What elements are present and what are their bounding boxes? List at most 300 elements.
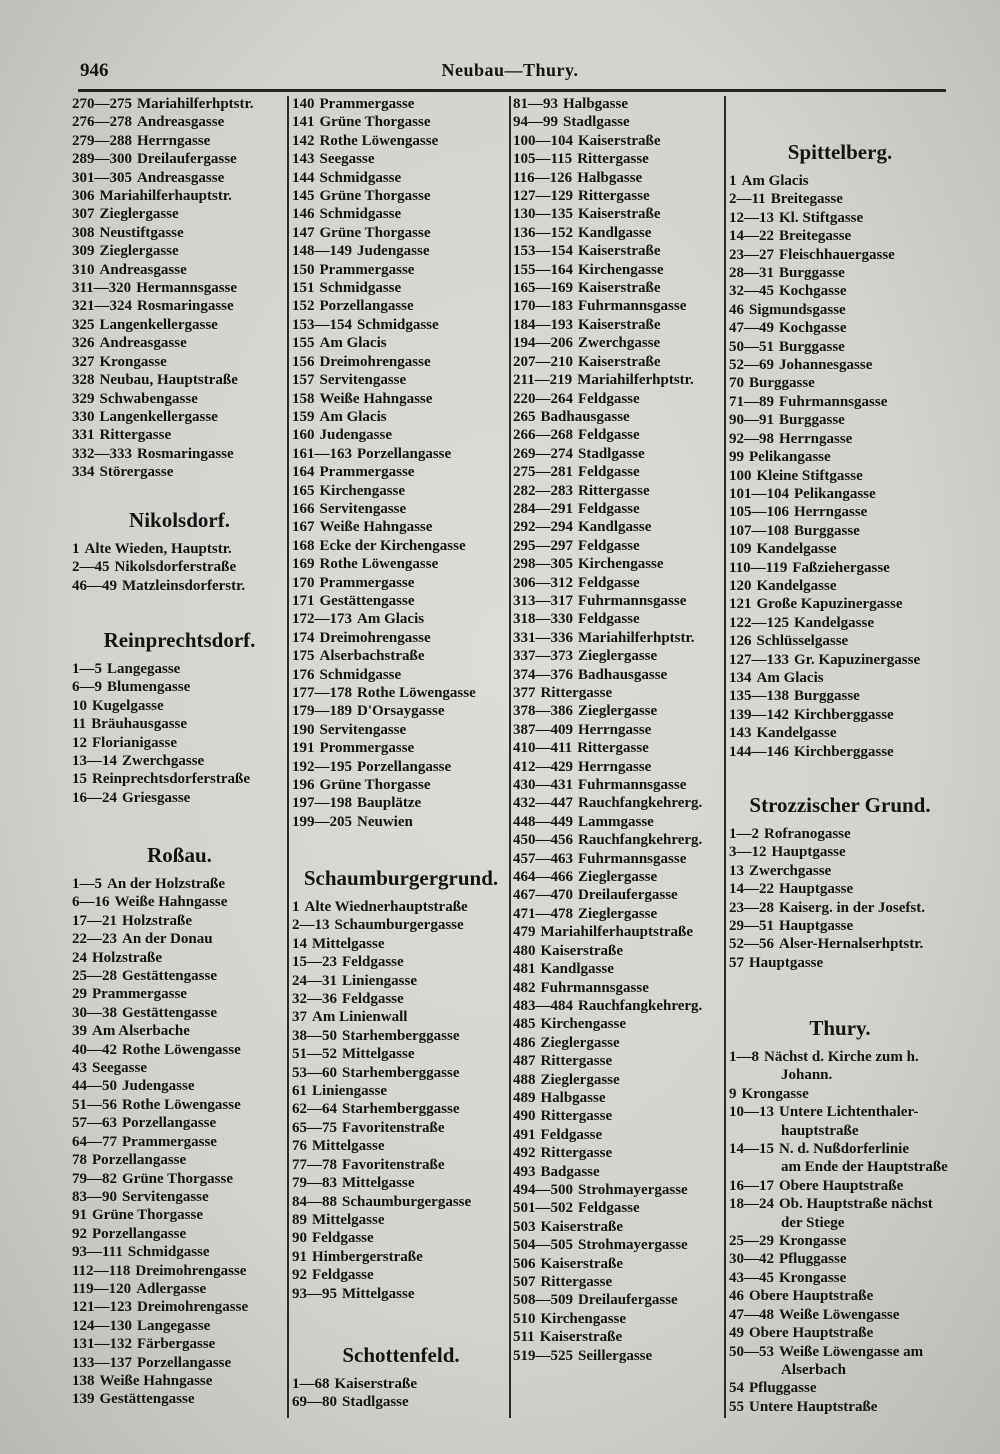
street-name: Faßziehergasse — [792, 559, 890, 576]
street-name: Dreimohrengasse — [135, 1262, 247, 1279]
index-entry — [729, 467, 951, 485]
district-section — [72, 835, 287, 1409]
house-numbers: 486 — [513, 1034, 536, 1051]
index-entry — [513, 831, 725, 849]
index-entry — [513, 1163, 725, 1181]
house-numbers: 165—169 — [513, 280, 573, 297]
index-entry — [513, 886, 725, 904]
street-name: Gestättengasse — [319, 592, 415, 609]
house-numbers: 122—125 — [729, 614, 789, 631]
house-numbers: 175 — [292, 648, 315, 665]
district-section — [72, 95, 287, 482]
street-name: Kaiserstraße — [334, 1376, 417, 1392]
index-entry — [292, 898, 510, 916]
index-entry — [72, 187, 287, 205]
street-name: Schmidgasse — [357, 316, 439, 333]
street-name: Starhemberggasse — [342, 1101, 460, 1118]
street-name-continuation: am Ende der Hauptstraße — [781, 1159, 948, 1176]
index-entry — [729, 209, 951, 227]
street-name: Grüne Thorgasse — [319, 777, 431, 794]
street-name: Krongasse — [779, 1269, 847, 1286]
street-name: Pelikangasse — [749, 449, 831, 466]
street-name: Grüne Thorgasse — [319, 224, 431, 241]
house-numbers: 52—69 — [729, 357, 774, 374]
street-name: Blumengasse — [107, 679, 191, 696]
street-name: Weiße Löwengasse am — [779, 1343, 924, 1360]
house-numbers: 38—50 — [292, 1027, 337, 1044]
street-name: Zwerchgasse — [122, 753, 205, 770]
index-entry — [729, 356, 951, 374]
index-entry — [72, 463, 287, 481]
house-numbers: 308 — [72, 224, 95, 241]
house-numbers: 481 — [513, 961, 536, 978]
house-numbers: 100 — [729, 467, 752, 484]
house-numbers: 139—142 — [729, 706, 789, 723]
house-numbers: 331 — [72, 427, 95, 444]
street-name: Kaiserstraße — [578, 243, 661, 260]
house-numbers: 105—106 — [729, 504, 789, 521]
index-entry — [292, 935, 510, 953]
street-name: Schlüsselgasse — [756, 633, 849, 650]
street-name: Gestättengasse — [122, 1004, 217, 1021]
house-numbers: 53—60 — [292, 1064, 337, 1081]
index-entry — [292, 739, 510, 757]
street-name: Kandlgasse — [540, 961, 614, 978]
house-numbers: 265 — [513, 408, 536, 425]
house-numbers: 275—281 — [513, 464, 573, 481]
street-name: Andreasgasse — [137, 114, 225, 131]
index-entry — [72, 734, 287, 752]
index-entry — [292, 279, 510, 297]
house-numbers: 177—178 — [292, 685, 352, 701]
street-name: Alte Wieden, Hauptstr. — [84, 541, 232, 557]
house-numbers: 160 — [292, 427, 315, 444]
street-name: Reinprechtsdorferstraße — [92, 771, 251, 788]
street-name: Porzellangasse — [357, 445, 452, 462]
street-name: Zieglergasse — [578, 905, 658, 922]
house-numbers: 32—36 — [292, 991, 337, 1008]
index-entry — [729, 485, 951, 503]
index-entry — [292, 426, 510, 444]
index-entry — [72, 261, 287, 279]
house-numbers: 110—119 — [729, 559, 788, 576]
street-name: Fuhrmannsgasse — [578, 850, 687, 867]
street-name: Weiße Hahngasse — [114, 894, 228, 911]
house-numbers: 127—129 — [513, 188, 573, 205]
index-entry — [729, 595, 951, 613]
index-entry — [292, 1008, 510, 1026]
house-numbers: 489 — [513, 1089, 536, 1106]
street-name: Kirchengasse — [578, 261, 664, 278]
street-name: Kandelgasse — [794, 614, 875, 631]
index-entry — [292, 953, 510, 971]
index-entry — [513, 979, 725, 997]
index-entry — [72, 1188, 287, 1206]
index-entry — [292, 371, 510, 389]
house-numbers: 295—297 — [513, 537, 573, 554]
street-name: Obere Hauptstraße — [749, 1325, 874, 1342]
house-numbers: 12 — [72, 734, 87, 751]
street-name: Rothe Löwengasse — [122, 1041, 241, 1058]
house-numbers: 289—300 — [72, 151, 132, 168]
street-name-continuation: der Stiege — [781, 1214, 845, 1231]
index-entry — [292, 1064, 510, 1082]
house-numbers: 337—373 — [513, 648, 573, 665]
index-entry — [292, 482, 510, 500]
index-entry — [513, 390, 725, 408]
house-numbers: 292—294 — [513, 519, 573, 536]
index-entry — [72, 1372, 287, 1390]
street-name: Schmidgasse — [319, 206, 402, 223]
index-entry — [72, 297, 287, 315]
index-entry — [513, 721, 725, 739]
house-numbers: 331—336 — [513, 629, 573, 646]
house-numbers: 91 — [72, 1207, 87, 1224]
house-numbers: 2—13 — [292, 917, 330, 934]
street-name: Servitengasse — [319, 372, 407, 389]
index-entry — [72, 371, 287, 389]
index-entry — [292, 261, 510, 279]
index-entry — [72, 789, 287, 807]
index-entry — [513, 169, 725, 187]
house-numbers: 91 — [292, 1248, 307, 1265]
index-entry — [292, 518, 510, 536]
street-name: Ob. Hauptstraße nächst — [779, 1196, 933, 1213]
street-name: Alserbachstraße — [319, 648, 425, 665]
house-numbers: 107—108 — [729, 522, 789, 539]
street-name: An der Donau — [122, 931, 213, 948]
house-numbers: 490 — [513, 1108, 536, 1125]
index-entry — [72, 426, 287, 444]
street-name: Neuwien — [357, 813, 413, 830]
index-entry — [72, 985, 287, 1003]
street-name: Kaiserstraße — [540, 1218, 623, 1235]
index-entry — [513, 1071, 725, 1089]
street-name: Hauptgasse — [749, 954, 824, 971]
street-name: Liniengasse — [312, 1083, 388, 1100]
street-name: Seillergasse — [578, 1347, 653, 1364]
house-numbers: 143 — [729, 725, 752, 742]
house-numbers: 493 — [513, 1163, 536, 1180]
index-entry — [292, 702, 510, 720]
house-numbers: 306—312 — [513, 574, 573, 591]
street-name: Kaiserstraße — [539, 1329, 623, 1346]
index-entry — [292, 1193, 510, 1211]
house-numbers: 24 — [72, 949, 87, 966]
house-numbers: 374—376 — [513, 666, 573, 683]
index-entry — [72, 715, 287, 733]
index-entry — [513, 629, 725, 647]
district-heading: Schottenfeld. — [342, 1343, 460, 1367]
index-entry — [513, 113, 725, 131]
street-name: Kochgasse — [779, 320, 847, 337]
street-name: Badgasse — [540, 1163, 600, 1180]
street-name: Obere Hauptstraße — [749, 1288, 874, 1305]
house-numbers: 199—205 — [292, 813, 352, 830]
index-entry — [729, 1232, 951, 1250]
street-name: Obere Hauptstraße — [779, 1177, 904, 1194]
house-numbers: 24—31 — [292, 972, 337, 989]
house-numbers: 485 — [513, 1016, 536, 1033]
street-name: Rauchfangkehrerg. — [578, 832, 703, 849]
street-name: Kaiserstraße — [578, 353, 661, 370]
index-entry — [729, 880, 951, 898]
street-name: Rittergasse — [540, 1108, 613, 1125]
district-section — [72, 500, 287, 595]
house-numbers: 43 — [72, 1060, 87, 1077]
house-numbers: 71—89 — [729, 393, 774, 410]
house-numbers: 1—8 — [729, 1049, 759, 1065]
index-entry — [72, 558, 287, 576]
house-numbers: 47—49 — [729, 320, 774, 337]
house-numbers: 37 — [292, 1009, 307, 1026]
house-numbers: 83—90 — [72, 1188, 117, 1205]
street-name: Dreimohrengasse — [319, 353, 431, 370]
index-entry — [72, 752, 287, 770]
street-name: Badhausgasse — [578, 666, 668, 683]
house-numbers: 194—206 — [513, 335, 573, 352]
street-name: Mariahilferhptstr. — [137, 96, 254, 112]
house-numbers: 1 — [292, 899, 300, 915]
street-name: Strohmayergasse — [578, 1237, 688, 1254]
index-entry — [72, 875, 287, 893]
street-name: Starhemberggasse — [342, 1027, 460, 1044]
house-numbers: 471—478 — [513, 905, 573, 922]
index-entry — [72, 1022, 287, 1040]
house-numbers: 16—17 — [729, 1177, 774, 1194]
house-numbers: 14—15 — [729, 1141, 774, 1158]
house-numbers: 156 — [292, 353, 315, 370]
house-numbers: 29—51 — [729, 918, 774, 935]
index-entry — [729, 614, 951, 632]
house-numbers: 43—45 — [729, 1269, 774, 1286]
street-name: Lammgasse — [578, 813, 654, 830]
street-name: Feldgasse — [578, 574, 640, 591]
index-entry — [729, 706, 951, 724]
index-entry — [72, 1041, 287, 1059]
index-entry — [513, 261, 725, 279]
house-numbers: 457—463 — [513, 850, 573, 867]
street-name: Burggasse — [779, 338, 845, 355]
street-name: Rittergasse — [577, 151, 649, 168]
street-name: Hauptgasse — [779, 881, 854, 898]
street-name: Porzellangasse — [319, 298, 414, 315]
street-name: Zieglergasse — [540, 1034, 620, 1051]
house-numbers: 150 — [292, 261, 315, 278]
running-title: Neubau—Thury. — [441, 60, 579, 80]
street-name: Schaumburgergasse — [342, 1193, 472, 1210]
index-entry — [292, 408, 510, 426]
district-section — [292, 858, 510, 1303]
index-entry — [72, 224, 287, 242]
house-numbers: 313—317 — [513, 592, 573, 609]
house-numbers: 153—154 — [292, 316, 352, 333]
street-name: Adlergasse — [136, 1280, 207, 1297]
index-entry — [513, 1347, 725, 1365]
house-numbers: 494—500 — [513, 1181, 573, 1198]
index-entry — [292, 758, 510, 776]
house-numbers: 51—56 — [72, 1096, 117, 1113]
index-entry — [729, 246, 951, 264]
street-name: Rosmaringasse — [137, 445, 234, 462]
street-name: Langegasse — [107, 661, 181, 677]
street-name: Untere Hauptstraße — [749, 1398, 878, 1415]
index-entry — [292, 1082, 510, 1100]
index-entry — [292, 1119, 510, 1137]
index-entry — [729, 1398, 951, 1416]
index-entry — [292, 555, 510, 573]
index-entry — [72, 930, 287, 948]
street-name: Fuhrmannsgasse — [779, 393, 888, 410]
house-numbers: 166 — [292, 500, 315, 517]
street-name: N. d. Nußdorferlinie — [779, 1141, 910, 1158]
street-name: Holzstraße — [92, 949, 162, 966]
index-entry — [729, 825, 951, 843]
index-entry — [729, 1177, 951, 1195]
street-name: Herrngasse — [779, 430, 853, 447]
street-name: Favoritenstraße — [342, 1119, 445, 1136]
house-numbers: 1—5 — [72, 876, 102, 892]
house-numbers: 508—509 — [513, 1292, 573, 1309]
house-numbers: 410—411 — [513, 740, 573, 757]
house-numbers: 145 — [292, 188, 315, 205]
district-section — [72, 620, 287, 807]
index-entry — [729, 651, 951, 669]
street-name: Hermannsgasse — [136, 280, 238, 297]
index-entry — [292, 1174, 510, 1192]
house-numbers: 169 — [292, 556, 315, 573]
house-numbers: 164 — [292, 464, 315, 481]
street-name: Langegasse — [137, 1317, 211, 1334]
index-entry — [513, 463, 725, 481]
index-entry — [72, 1225, 287, 1243]
street-name: Grüne Thorgasse — [319, 114, 431, 131]
house-numbers: 279—288 — [72, 132, 132, 149]
house-numbers: 15 — [72, 771, 87, 788]
index-entry — [72, 279, 287, 297]
index-entry — [292, 721, 510, 739]
index-entry — [513, 666, 725, 684]
street-name: Stadlgasse — [563, 114, 630, 131]
house-numbers: 57—63 — [72, 1115, 117, 1132]
street-name: Störergasse — [99, 464, 174, 481]
street-name: Alte Wiednerhauptstraße — [304, 899, 468, 915]
index-entry — [729, 1306, 951, 1324]
index-entry — [292, 390, 510, 408]
street-name: Feldgasse — [540, 1126, 603, 1143]
index-entry — [729, 1287, 951, 1305]
index-entry — [513, 1089, 725, 1107]
index-entry — [729, 577, 951, 595]
house-numbers: 77—78 — [292, 1156, 337, 1173]
house-numbers: 144 — [292, 169, 315, 186]
house-numbers: 14—22 — [729, 228, 774, 245]
index-entry — [72, 390, 287, 408]
street-name: Kaiserstraße — [578, 206, 661, 223]
index-entry — [513, 187, 725, 205]
index-entry — [72, 949, 287, 967]
house-numbers: 282—283 — [513, 482, 573, 499]
street-name: Dreilaufergasse — [578, 1292, 678, 1309]
index-entry — [513, 574, 725, 592]
street-name: Kirchengasse — [578, 556, 664, 573]
street-name: Neubau, Hauptstraße — [99, 372, 238, 389]
index-entry — [729, 843, 951, 861]
house-numbers: 332—333 — [72, 445, 132, 462]
house-numbers: 179—189 — [292, 703, 352, 720]
house-numbers: 14 — [292, 935, 307, 952]
street-name: Zwerchgasse — [749, 862, 832, 879]
street-name: Weiße Hahngasse — [99, 1372, 213, 1389]
index-entry — [513, 610, 725, 628]
index-entry — [72, 1335, 287, 1353]
house-numbers: 155 — [292, 335, 315, 352]
index-entry — [292, 684, 510, 702]
street-name: D'Orsaygasse — [357, 703, 445, 720]
street-name: Kaiserstraße — [540, 1255, 623, 1272]
street-name: Dreimohrengasse — [137, 1299, 249, 1316]
house-numbers: 170—183 — [513, 298, 573, 315]
street-name: Rittergasse — [540, 1274, 613, 1290]
index-entry — [292, 1137, 510, 1155]
street-name: Kandlgasse — [578, 519, 652, 536]
house-numbers: 57 — [729, 954, 744, 971]
index-entry — [292, 537, 510, 555]
house-numbers: 483—484 — [513, 997, 573, 1014]
house-numbers: 464—466 — [513, 869, 573, 886]
index-entry — [729, 1140, 951, 1158]
house-numbers: 62—64 — [292, 1101, 337, 1118]
index-entry — [72, 408, 287, 426]
house-numbers: 94—99 — [513, 114, 558, 131]
house-numbers: 89 — [292, 1211, 307, 1228]
street-name: Kaiserstraße — [578, 132, 661, 149]
house-numbers: 69—80 — [292, 1394, 337, 1411]
street-name: Andreasgasse — [99, 335, 187, 352]
house-numbers: 378—386 — [513, 703, 573, 720]
street-name: Zieglergasse — [99, 206, 179, 223]
street-name: Mittelgasse — [312, 1138, 385, 1155]
street-name: Pelikangasse — [794, 485, 876, 502]
house-numbers: 52—56 — [729, 936, 774, 953]
street-name: Am Linienwall — [312, 1009, 408, 1026]
house-numbers: 44—50 — [72, 1078, 117, 1095]
index-entry — [513, 868, 725, 886]
index-entry — [292, 113, 510, 131]
index-entry — [729, 917, 951, 935]
house-numbers: 207—210 — [513, 353, 573, 370]
street-name: Kirchberggasse — [794, 743, 894, 760]
street-name: Rosmaringasse — [137, 298, 234, 315]
index-entry — [513, 1144, 725, 1162]
house-numbers: 101—104 — [729, 485, 789, 502]
house-numbers: 377 — [513, 685, 536, 701]
index-entry — [292, 463, 510, 481]
index-entry — [292, 1375, 510, 1393]
house-numbers: 171 — [292, 592, 315, 609]
street-name: Feldgasse — [312, 1230, 374, 1247]
district-heading: Reinprechtsdorf. — [103, 628, 256, 652]
house-numbers: 120 — [729, 577, 752, 594]
house-numbers: 136—152 — [513, 224, 573, 241]
index-entry — [72, 893, 287, 911]
house-numbers: 310 — [72, 261, 95, 278]
street-name: Burggasse — [749, 375, 815, 392]
street-name: Mittelgasse — [342, 1175, 415, 1192]
street-name: Herrngasse — [578, 758, 652, 775]
house-numbers: 1—68 — [292, 1376, 330, 1392]
index-entry — [729, 935, 951, 953]
